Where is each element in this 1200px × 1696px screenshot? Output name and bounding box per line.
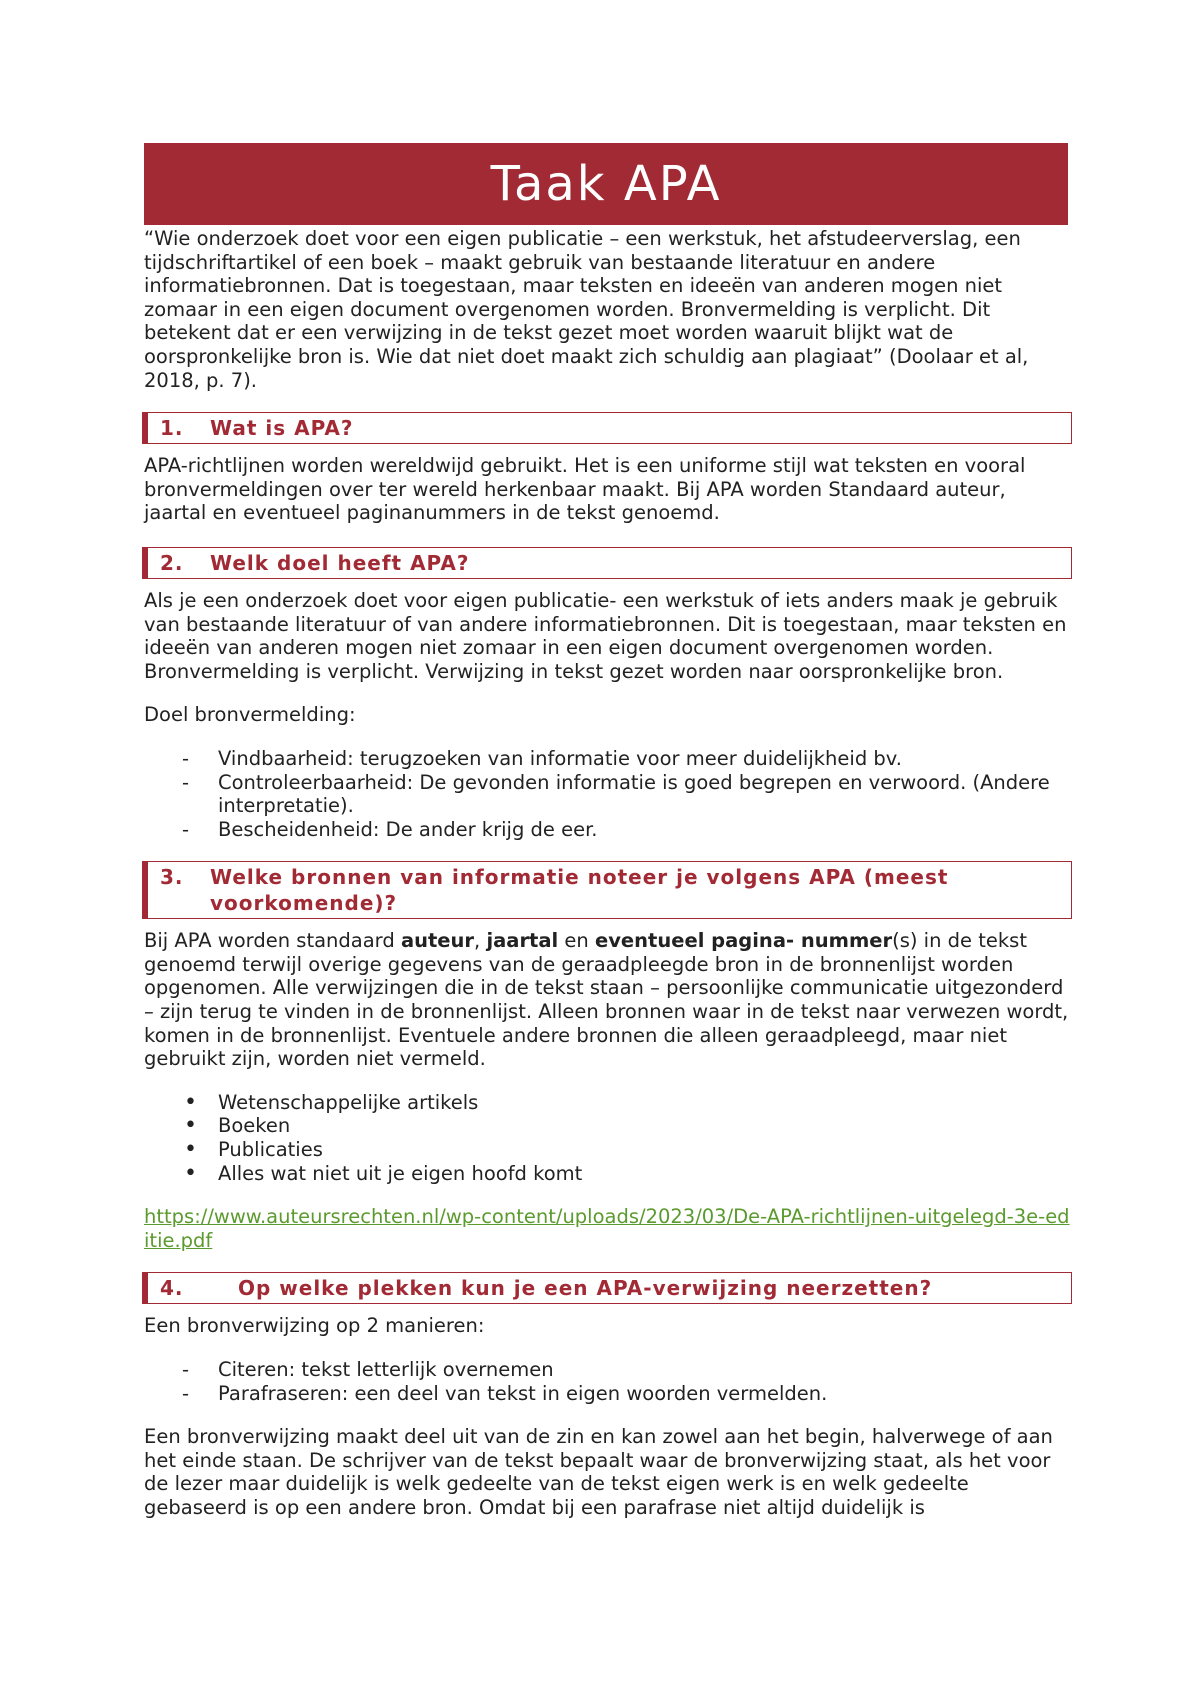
section-3-body-start: Bij APA worden standaard xyxy=(144,929,401,953)
list-item: - Controleerbaarheid: De gevonden informatie is goed begrepen en verwoord. (Andere interpretatie). xyxy=(144,771,1074,818)
separator: , xyxy=(474,929,487,953)
section-3-title: Welke bronnen van informatie noteer je volgens APA (meest voorkomende)? xyxy=(210,865,949,916)
document-title: Taak APA xyxy=(144,143,1068,225)
section-4-title: Op welke plekken kun je een APA-verwijzing neerzetten? xyxy=(238,1276,933,1301)
list-item: - Citeren: tekst letterlijk overnemen xyxy=(144,1358,1074,1382)
list-item: • Wetenschappelijke artikels xyxy=(144,1091,1074,1115)
list-item: • Publicaties xyxy=(144,1138,1074,1162)
intro-quote: “Wie onderzoek doet voor een eigen publicatie – een werkstuk, het afstudeerverslag, een tijdschriftartikel of een boek – maakt gebruik van bestaande literatuur en andere informatiebronnen. Dat is toegestaan, maar teksten en ideeën van anderen mogen niet zomaar in een eigen document overgenomen worden. Bronvermelding is verplicht. Dit betekent dat er een verwijzing in de tekst gezet moet worden waaruit blijkt wat de oorspronkelijke bron is. Wie dat niet doet maakt zich schuldig aan plagiaat” (Doolaar et al, 2018, p. 7). xyxy=(144,227,1029,392)
section-2-heading xyxy=(142,547,1072,579)
section-3-body xyxy=(144,929,1074,1071)
section-3-number: 3. xyxy=(160,865,184,890)
list-item: • Alles wat niet uit je eigen hoofd komt xyxy=(144,1162,1074,1186)
list-item: - Bescheidenheid: De ander krijg de eer. xyxy=(144,818,1074,842)
section-2-body: Als je een onderzoek doet voor eigen publicatie- een werkstuk of iets anders maak je gebruik van bestaande literatuur of van andere informatiebronnen. Dit is toegestaan, maar teksten en ideeën van anderen mogen niet zomaar in een eigen document overgenomen worden. Bronvermelding is verplicht. Verwijzing in tekst gezet worden naar oorspronkelijke bron. xyxy=(144,588,1067,683)
bold-auteur: auteur xyxy=(400,929,475,953)
section-2-sub-label: Doel bronvermelding: xyxy=(144,703,356,727)
bold-paginanummer: eventueel pagina- nummer xyxy=(595,929,893,953)
section-1-title: Wat is APA? xyxy=(210,416,354,441)
section-4-heading xyxy=(142,1272,1072,1304)
document-content xyxy=(144,143,1074,1520)
separator: en xyxy=(558,929,595,953)
section-1-body: APA-richtlijnen worden wereldwijd gebruikt. Het is een uniforme stijl wat teksten en vooral bronvermeldingen over ter wereld herkenbaar maakt. Bij APA worden Standaard auteur, jaartal en eventueel paginanummers in de tekst genoemd. xyxy=(144,454,1026,525)
section-4-body-2: Een bronverwijzing maakt deel uit van de zin en kan zowel aan het begin, halverwege of aan het einde staan. De schrijver van de tekst bepaalt waar de bronverwijzing staat, als het voor de lezer maar duidelijk is welk gedeelte van de tekst eigen werk is en welk gedeelte gebaseerd is op een andere bron. Omdat bij een parafrase niet altijd duidelijk is xyxy=(144,1425,1053,1519)
section-4-list xyxy=(144,1358,1074,1405)
section-4-body: Een bronverwijzing op 2 manieren: xyxy=(144,1314,485,1338)
section-3-list xyxy=(144,1091,1074,1185)
list-item: - Vindbaarheid: terugzoeken van informatie voor meer duidelijkheid bv. xyxy=(144,747,1074,771)
section-1-number: 1. xyxy=(160,416,184,441)
list-item: • Boeken xyxy=(144,1114,1074,1138)
section-3-body-rest: (s) in de tekst genoemd terwijl overige gegevens van de geraadpleegde bron in de bronnenlijst worden opgenomen. Alle verwijzingen die in de tekst staan – persoonlijke communicatie uitgezonderd – zijn terug te vinden in de bronnenlijst. Alleen bronnen waar in de tekst naar verwezen wordt, komen in de bronnenlijst. Eventuele andere bronnen die alleen geraadpleegd, maar niet gebruikt zijn, worden niet vermeld. xyxy=(144,929,1069,1071)
section-2-number: 2. xyxy=(160,550,184,575)
list-item: - Parafraseren: een deel van tekst in eigen woorden vermelden. xyxy=(144,1382,1074,1406)
section-2-list xyxy=(144,747,1074,841)
section-4-number: 4. xyxy=(160,1276,184,1301)
section-3-heading xyxy=(142,861,1072,919)
section-1-heading xyxy=(142,412,1072,444)
bold-jaartal: jaartal xyxy=(486,929,559,953)
source-link[interactable]: https://www.auteursrechten.nl/wp-content/uploads/2023/03/De-APA-richtlijnen-uitgelegd-3e-editie.pdf xyxy=(144,1205,1070,1252)
section-2-title: Welk doel heeft APA? xyxy=(210,550,470,575)
